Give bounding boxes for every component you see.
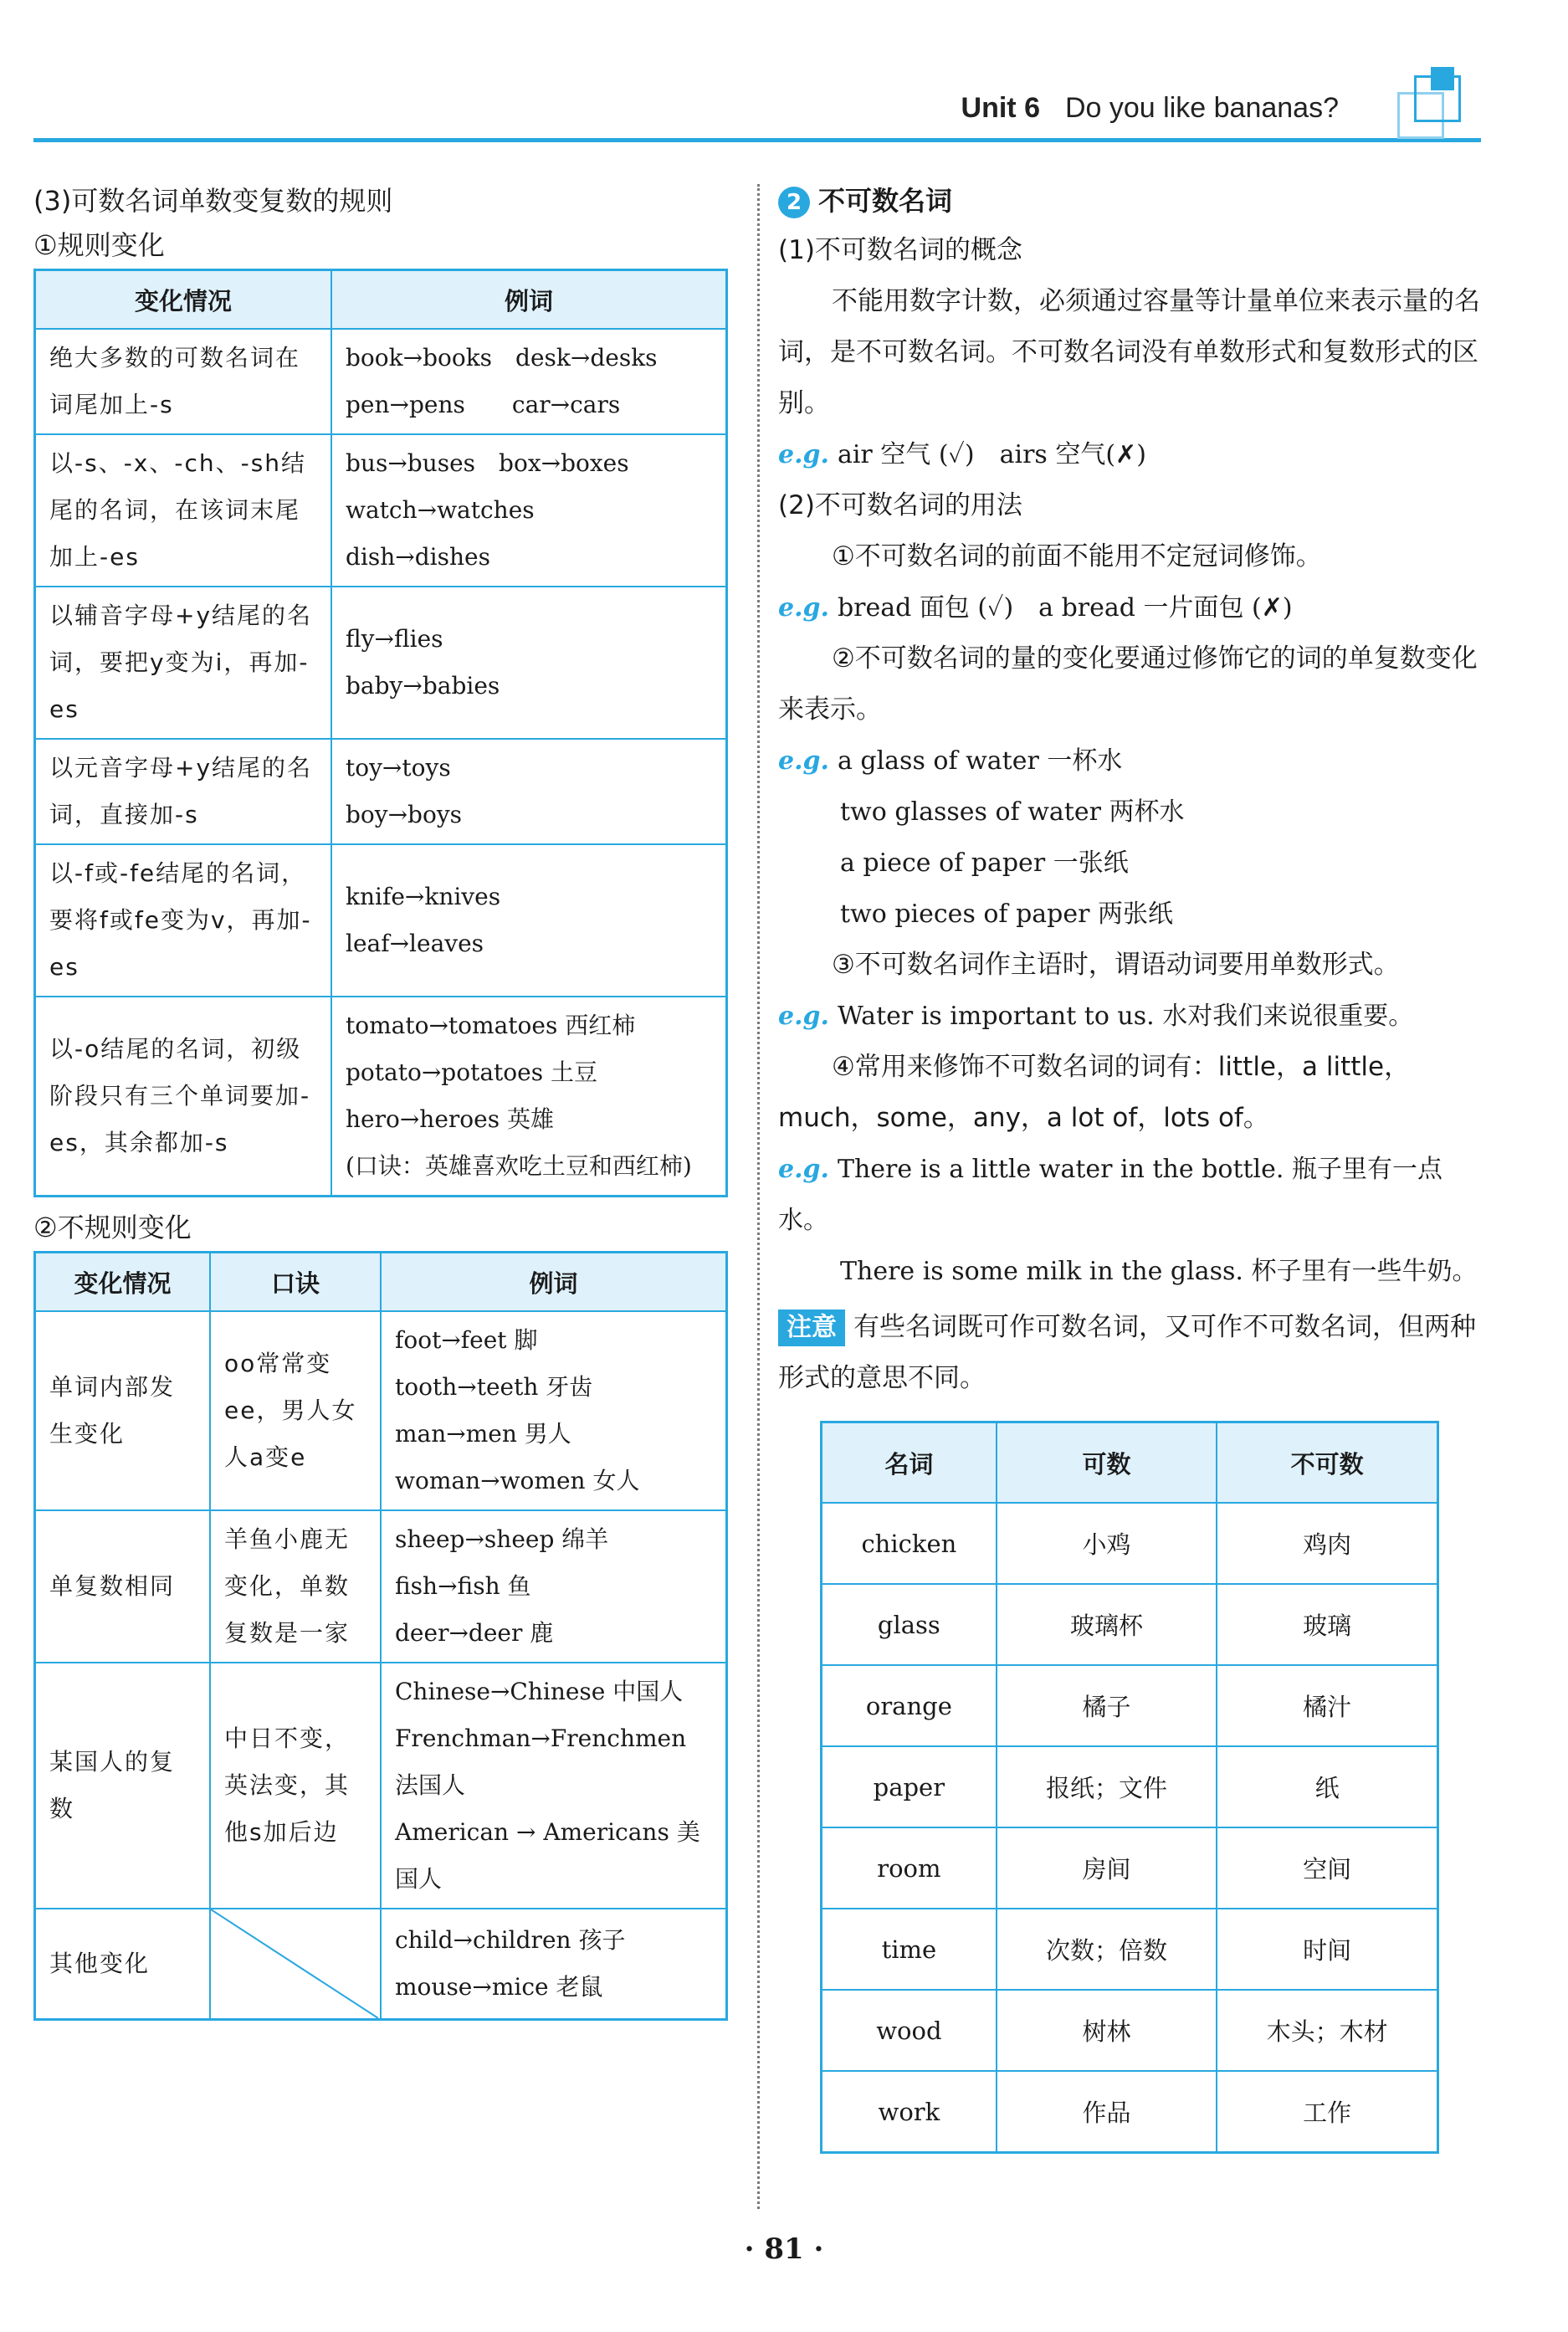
countable-cell: 橘子: [997, 1665, 1217, 1746]
example-cell: [331, 434, 727, 587]
note-tag: 注意: [778, 1310, 845, 1346]
uncountable-cell: 玻璃: [1217, 1584, 1437, 1665]
rule-cell: 以辅音字母+y结尾的名词，要把y变为i，再加-es: [35, 587, 332, 739]
example-cell: [381, 1510, 727, 1663]
example-line: mouse→mice 老鼠: [395, 1973, 603, 2001]
noun-cell: room: [822, 1827, 997, 1909]
table-row: [822, 1827, 1438, 1909]
uncountable-cell: 橘汁: [1217, 1665, 1437, 1746]
regular-heading: ①规则变化: [33, 229, 165, 261]
rule-cell: 以-s、-x、-ch、-sh结尾的名词，在该词末尾加上-es: [35, 434, 332, 587]
example-line: Frenchman→Frenchmen 法国人: [395, 1725, 687, 1799]
example-line: man→men 男人: [395, 1420, 571, 1448]
diagonal-slash: [211, 1909, 378, 2018]
noun-cell: work: [822, 2071, 997, 2153]
table-row: [822, 1665, 1438, 1746]
uncountable-cell: 空间: [1217, 1827, 1437, 1909]
uncountable-cell: 纸: [1217, 1746, 1437, 1827]
example-line: Chinese→Chinese 中国人: [395, 1678, 684, 1705]
example-line: (口诀：英雄喜欢吃土豆和西红柿): [346, 1152, 692, 1180]
example-text: There is a little water in the bottle. 瓶子里有一点水。: [778, 1155, 1442, 1235]
countable-cell: 树林: [997, 1990, 1217, 2071]
noun-cell: chicken: [822, 1503, 997, 1584]
countable-cell: 房间: [997, 1827, 1217, 1909]
example-text: a piece of paper 一张纸: [840, 848, 1129, 878]
table-row: [35, 1909, 727, 2020]
irregular-table: [33, 1251, 728, 2021]
rule-1: ①不可数名词的前面不能用不定冠词修饰。: [832, 541, 1322, 571]
page-header: [33, 84, 1481, 142]
example-line: deer→deer 鹿: [395, 1619, 554, 1647]
section-number-badge: 2: [778, 187, 810, 218]
irregular-header-cat: 变化情况: [35, 1253, 211, 1312]
example: [778, 429, 1481, 480]
example-cell: [381, 1311, 727, 1510]
category-cell: 某国人的复数: [35, 1663, 211, 1909]
example-cell: [331, 329, 727, 434]
uncountable-cell: 时间: [1217, 1909, 1437, 1990]
example-line: bus→buses box→boxes: [346, 449, 629, 477]
eg-label: e.g.: [778, 1002, 829, 1031]
example-line: baby→babies: [346, 672, 500, 700]
regular-header-cat: 变化情况: [35, 270, 332, 330]
concept-subheading: (1)不可数名词的概念: [778, 235, 1022, 265]
unit-title: Do you like bananas?: [1064, 92, 1339, 124]
example-line: watch→watches: [346, 496, 535, 524]
noun-cell: time: [822, 1909, 997, 1990]
noun-cell: glass: [822, 1584, 997, 1665]
table-row: [35, 1311, 727, 1510]
example-cell: [331, 997, 727, 1197]
example-cell: [381, 1663, 727, 1909]
rhyme-cell: 中日不变，英法变，其他s加后边: [210, 1663, 381, 1909]
example-line: book→books desk→desks: [346, 344, 658, 372]
uncountable-cell: 木头；木材: [1217, 1990, 1437, 2071]
category-cell: 单词内部发生变化: [35, 1311, 211, 1510]
rule-2: ②不可数名词的量的变化要通过修饰它的词的单复数变化来表示。: [778, 643, 1478, 725]
example: [778, 582, 1481, 633]
rhyme-cell-empty: [210, 1909, 381, 2020]
table-row: [35, 844, 727, 997]
table-row: [35, 739, 727, 844]
definition-paragraph: 不能用数字计数，必须通过容量等计量单位来表示量的名词，是不可数名词。不可数名词没有单数形式和复数形式的区别。: [778, 286, 1480, 418]
example-line: potato→potatoes 土豆: [346, 1058, 597, 1086]
example-line: fish→fish 鱼: [395, 1572, 531, 1600]
uncountable-heading: [778, 180, 1481, 222]
note-text: 有些名词既可作可数名词，又可作不可数名词，但两种形式的意思不同。: [778, 1312, 1476, 1393]
example-line: woman→women 女人: [395, 1467, 640, 1494]
countable-cell: 作品: [997, 2071, 1217, 2153]
plural-rules-heading: (3)可数名词单数变复数的规则: [33, 185, 393, 217]
countable-header: 可数: [997, 1422, 1217, 1504]
unit-label: Unit 6: [961, 92, 1040, 124]
example-line: leaf→leaves: [346, 930, 484, 957]
example-line: foot→feet 脚: [395, 1326, 538, 1354]
example-line: fly→flies: [346, 625, 443, 653]
uncountable-cell: 工作: [1217, 2071, 1437, 2153]
eg-label: e.g.: [778, 593, 829, 623]
example-text: Water is important to us. 水对我们来说很重要。: [837, 1002, 1414, 1031]
example-line: American → Americans 美国人: [395, 1818, 700, 1893]
example-line: hero→heroes 英雄: [346, 1105, 554, 1133]
example-line: tooth→teeth 牙齿: [395, 1373, 593, 1401]
header-rule: [33, 138, 1481, 142]
noun-header: 名词: [822, 1422, 997, 1504]
example-text: a glass of water 一杯水: [837, 746, 1123, 776]
rhyme-cell: oo常常变ee，男人女人a变e: [210, 1311, 381, 1510]
example-line: sheep→sheep 绵羊: [395, 1525, 609, 1553]
example-cell: [381, 1909, 727, 2020]
example-line: knife→knives: [346, 883, 501, 910]
irregular-header-examples: 例词: [381, 1253, 727, 1312]
table-row: [35, 1510, 727, 1663]
left-column: [33, 180, 736, 2021]
noun-cell: paper: [822, 1746, 997, 1827]
uncountable-title: 不可数名词: [818, 185, 953, 217]
noun-table: [820, 1421, 1439, 2154]
example-text: There is some milk in the glass. 杯子里有一些牛奶。: [840, 1257, 1478, 1286]
example-line: pen→pens car→cars: [346, 391, 621, 418]
corner-decoration: [1397, 67, 1481, 134]
noun-cell: orange: [822, 1665, 997, 1746]
uncountable-cell: 鸡肉: [1217, 1503, 1437, 1584]
table-row: [35, 1663, 727, 1909]
example-line: toy→toys: [346, 754, 451, 782]
regular-table: [33, 269, 728, 1197]
table-row: [822, 2071, 1438, 2153]
eg-label: e.g.: [778, 746, 829, 776]
category-cell: 其他变化: [35, 1909, 211, 2020]
rule-cell: 以元音字母+y结尾的名词，直接加-s: [35, 739, 332, 844]
table-row: [35, 997, 727, 1197]
example-text: two glasses of water 两杯水: [840, 797, 1185, 827]
regular-header-examples: 例词: [331, 270, 727, 330]
example-cell: [331, 739, 727, 844]
table-row: [35, 434, 727, 587]
example: [778, 1144, 1481, 1246]
note: [778, 1302, 1481, 1404]
column-divider: [757, 184, 760, 2209]
rule-cell: 以-o结尾的名词，初级阶段只有三个单词要加-es，其余都加-s: [35, 997, 332, 1197]
example-line: dish→dishes: [346, 543, 490, 571]
table-row: [35, 587, 727, 739]
example-line: tomato→tomatoes 西红柿: [346, 1012, 636, 1039]
uncountable-header: 不可数: [1217, 1422, 1437, 1504]
table-row: [822, 1746, 1438, 1827]
countable-cell: 玻璃杯: [997, 1584, 1217, 1665]
example-text: air 空气 (✓) airs 空气(✗): [837, 440, 1146, 469]
irregular-header-rhyme: 口诀: [210, 1253, 381, 1312]
right-column: [778, 180, 1481, 2154]
example-cell: [331, 844, 727, 997]
example-text: two pieces of paper 两张纸: [840, 899, 1173, 929]
rhyme-cell: 羊鱼小鹿无变化，单数复数是一家: [210, 1510, 381, 1663]
rule-4: ④常用来修饰不可数名词的词有：little，a little，much，some，any，a lot of，lots of。: [778, 1052, 1411, 1133]
example-text: bread 面包 (✓) a bread 一片面包 (✗): [837, 593, 1293, 623]
countable-cell: 报纸；文件: [997, 1746, 1217, 1827]
category-cell: 单复数相同: [35, 1510, 211, 1663]
eg-label: e.g.: [778, 440, 829, 469]
example-line: boy→boys: [346, 801, 463, 828]
table-row: [35, 329, 727, 434]
table-row: [822, 1990, 1438, 2071]
page-number: · 81 ·: [744, 2232, 824, 2266]
rule-3: ③不可数名词作主语时，谓语动词要用单数形式。: [832, 950, 1400, 980]
table-row: [822, 1503, 1438, 1584]
example-line: child→children 孩子: [395, 1926, 626, 1954]
table-row: [822, 1909, 1438, 1990]
countable-cell: 次数；倍数: [997, 1909, 1217, 1990]
table-row: [822, 1584, 1438, 1665]
rule-cell: 绝大多数的可数名词在词尾加上-s: [35, 329, 332, 434]
header-title: [961, 92, 1339, 125]
usage-subheading: (2)不可数名词的用法: [778, 490, 1022, 520]
example: [778, 991, 1481, 1042]
irregular-heading: ②不规则变化: [33, 1212, 192, 1243]
example-cell: [331, 587, 727, 739]
noun-cell: wood: [822, 1990, 997, 2071]
rule-cell: 以-f或-fe结尾的名词，要将f或fe变为v，再加-es: [35, 844, 332, 997]
example: [778, 735, 1481, 787]
eg-label: e.g.: [778, 1155, 829, 1184]
countable-cell: 小鸡: [997, 1503, 1217, 1584]
